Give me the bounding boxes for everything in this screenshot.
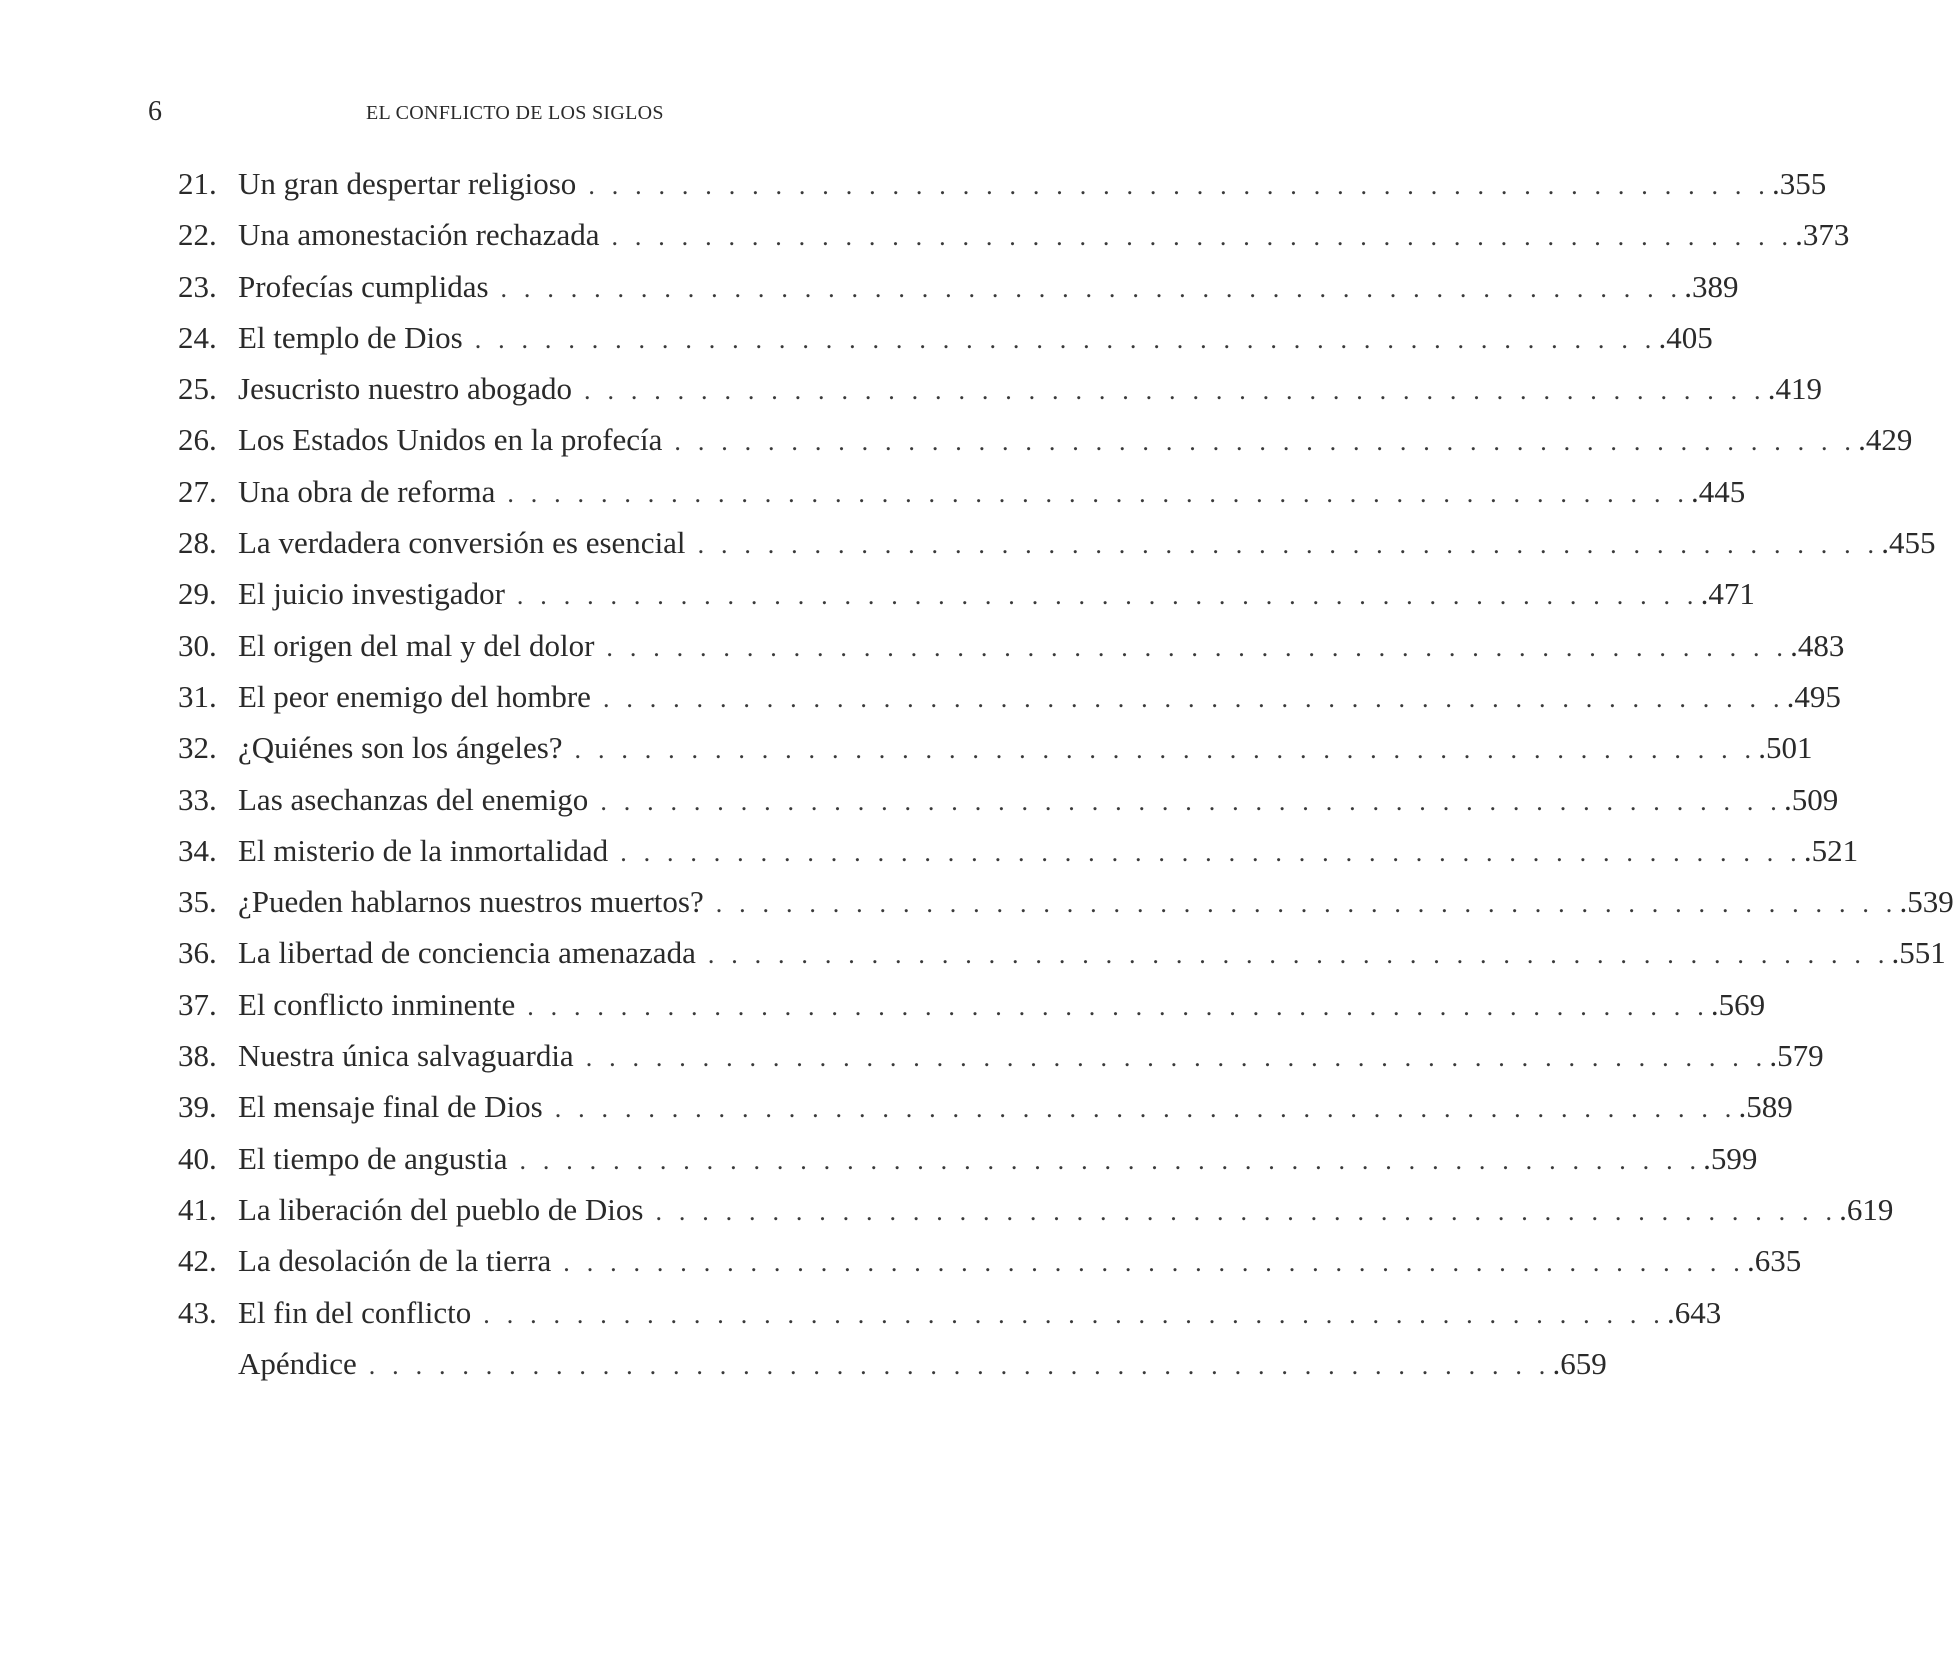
- toc-entry: [178, 312, 1713, 363]
- toc-entry: [178, 209, 1850, 260]
- toc-entry: [178, 414, 1913, 465]
- entry-number: 21.: [178, 166, 217, 201]
- dot-leader: . . . . . . . . . . . . . . . . . . . . . . . . . . . . . . . . . . . . . . . . . . . . . . . . . . .: [655, 1196, 1838, 1226]
- dot-leader: . . . . . . . . . . . . . . . . . . . . . . . . . . . . . . . . . . . . . . . . . . . . . . . . . . .: [707, 940, 1890, 970]
- dot-leader: . . . . . . . . . . . . . . . . . . . . . . . . . . . . . . . . . . . . . . . . . . . . . . . . . . .: [574, 735, 1757, 765]
- toc-entry: [178, 825, 1859, 876]
- entry-page: .495: [1786, 678, 1841, 714]
- dot-leader: . . . . . . . . . . . . . . . . . . . . . . . . . . . . . . . . . . . . . . . . . . . . . . . . . . .: [554, 1094, 1737, 1124]
- toc-entry: [178, 927, 1946, 978]
- entry-page: .643: [1667, 1294, 1722, 1330]
- entry-title: La libertad de conciencia amenazada: [238, 935, 696, 971]
- entry-number: 25.: [178, 371, 217, 407]
- entry-page: .539: [1899, 884, 1954, 920]
- entry-page: .355: [1772, 166, 1827, 201]
- entry-title: Apéndice: [238, 1345, 357, 1381]
- toc-entry: [178, 1338, 1607, 1389]
- entry-page: .551: [1891, 935, 1946, 971]
- entry-title: El juicio investigador: [238, 576, 505, 612]
- entry-page: .501: [1758, 730, 1813, 766]
- entry-number: 24.: [178, 319, 217, 355]
- toc-entry: [178, 722, 1813, 773]
- dot-leader: . . . . . . . . . . . . . . . . . . . . . . . . . . . . . . . . . . . . . . . . . . . . . . . . . . .: [474, 324, 1657, 354]
- entry-number: 29.: [178, 576, 217, 612]
- entry-title: La desolación de la tierra: [238, 1243, 552, 1279]
- dot-leader: . . . . . . . . . . . . . . . . . . . . . . . . . . . . . . . . . . . . . . . . . . . . . . . . . . .: [368, 1350, 1551, 1380]
- dot-leader: . . . . . . . . . . . . . . . . . . . . . . . . . . . . . . . . . . . . . . . . . . . . . . . . . . .: [585, 1043, 1768, 1073]
- entry-title: Nuestra única salvaguardia: [238, 1038, 574, 1074]
- dot-leader: . . . . . . . . . . . . . . . . . . . . . . . . . . . . . . . . . . . . . . . . . . . . . . . . . . .: [516, 581, 1699, 611]
- toc-entry: [178, 261, 1739, 312]
- dot-leader: . . . . . . . . . . . . . . . . . . . . . . . . . . . . . . . . . . . . . . . . . . . . . . . . . . .: [563, 1248, 1745, 1278]
- entry-page: .579: [1769, 1038, 1824, 1074]
- entry-number: 35.: [178, 884, 217, 920]
- dot-leader: . . . . . . . . . . . . . . . . . . . . . . . . . . . . . . . . . . . . . . . . . . . . . . . . . . .: [674, 427, 1857, 457]
- entry-title: El fin del conflicto: [238, 1294, 472, 1330]
- table-of-contents: [178, 158, 1954, 1389]
- entry-title: El mensaje final de Dios: [238, 1089, 543, 1125]
- dot-leader: . . . . . . . . . . . . . . . . . . . . . . . . . . . . . . . . . . . . . . . . . . . . . . . . . . .: [697, 530, 1880, 560]
- toc-entry: [178, 1287, 1722, 1338]
- toc-entry: [178, 1133, 1758, 1184]
- toc-entry: [178, 979, 1766, 1030]
- entry-title: Los Estados Unidos en la profecía: [238, 422, 663, 458]
- dot-leader: . . . . . . . . . . . . . . . . . . . . . . . . . . . . . . . . . . . . . . . . . . . . . . . . . . .: [715, 889, 1898, 919]
- entry-title: El peor enemigo del hombre: [238, 678, 591, 714]
- entry-number: 26.: [178, 422, 217, 458]
- dot-leader: . . . . . . . . . . . . . . . . . . . . . . . . . . . . . . . . . . . . . . . . . . . . . . . . . . .: [606, 632, 1789, 662]
- toc-entry: [178, 1235, 1802, 1286]
- entry-title: ¿Quiénes son los ángeles?: [238, 730, 563, 766]
- toc-entry: [178, 1081, 1793, 1132]
- entry-number: 23.: [178, 268, 217, 304]
- entry-title: Profecías cumplidas: [238, 268, 489, 304]
- entry-page: .405: [1658, 319, 1713, 355]
- toc-entry: [178, 671, 1841, 722]
- entry-title: La liberación del pueblo de Dios: [238, 1191, 644, 1227]
- entry-number: 34.: [178, 832, 217, 868]
- entry-page: .659: [1552, 1345, 1607, 1381]
- dot-leader: . . . . . . . . . . . . . . . . . . . . . . . . . . . . . . . . . . . . . . . . . . . . . . . . . . .: [519, 1145, 1702, 1175]
- entry-page: .471: [1700, 576, 1755, 612]
- entry-number: 39.: [178, 1089, 217, 1125]
- dot-leader: . . . . . . . . . . . . . . . . . . . . . . . . . . . . . . . . . . . . . . . . . . . . . . . . . . .: [584, 376, 1766, 406]
- running-head: EL CONFLICTO DE LOS SIGLOS: [366, 102, 664, 124]
- entry-page: .455: [1881, 525, 1936, 561]
- toc-entry: [178, 466, 1746, 517]
- entry-number: 22.: [178, 217, 217, 253]
- entry-number: 33.: [178, 781, 217, 817]
- entry-title: Un gran despertar religioso: [238, 166, 577, 201]
- entry-number: 40.: [178, 1140, 217, 1176]
- entry-page: .599: [1703, 1140, 1758, 1176]
- entry-page: .419: [1767, 371, 1822, 407]
- entry-title: Una amonestación rechazada: [238, 217, 600, 253]
- entry-title: Una obra de reforma: [238, 473, 496, 509]
- entry-title: Jesucristo nuestro abogado: [238, 371, 573, 407]
- entry-number: 38.: [178, 1038, 217, 1074]
- dot-leader: . . . . . . . . . . . . . . . . . . . . . . . . . . . . . . . . . . . . . . . . . . . . . . . . . . .: [500, 273, 1683, 303]
- toc-entry: [178, 774, 1839, 825]
- entry-title: El tiempo de angustia: [238, 1140, 508, 1176]
- toc-entry: [178, 568, 1755, 619]
- entry-title: El conflicto inminente: [238, 986, 516, 1022]
- dot-leader: . . . . . . . . . . . . . . . . . . . . . . . . . . . . . . . . . . . . . . . . . . . . . . . . . . .: [611, 222, 1794, 252]
- dot-leader: . . . . . . . . . . . . . . . . . . . . . . . . . . . . . . . . . . . . . . . . . . . . . . . . . . .: [527, 991, 1709, 1021]
- entry-page: .429: [1858, 422, 1913, 458]
- entry-number: 30.: [178, 627, 217, 663]
- dot-leader: . . . . . . . . . . . . . . . . . . . . . . . . . . . . . . . . . . . . . . . . . . . . . . . . . . .: [600, 786, 1783, 816]
- toc-entry: [178, 158, 1827, 209]
- entry-page: .509: [1784, 781, 1839, 817]
- toc-entry: [178, 1030, 1824, 1081]
- toc-entry: [178, 517, 1936, 568]
- entry-number: 36.: [178, 935, 217, 971]
- entry-number: 32.: [178, 730, 217, 766]
- entry-page: .445: [1691, 473, 1746, 509]
- toc-entry: [178, 876, 1954, 927]
- entry-number: 31.: [178, 678, 217, 714]
- entry-title: El misterio de la inmortalidad: [238, 832, 609, 868]
- entry-title: El origen del mal y del dolor: [238, 627, 595, 663]
- entry-page: .483: [1790, 627, 1845, 663]
- toc-entry: [178, 363, 1822, 414]
- entry-number: 37.: [178, 986, 217, 1022]
- entry-page: .635: [1747, 1243, 1802, 1279]
- entry-title: La verdadera conversión es esencial: [238, 525, 686, 561]
- entry-title: ¿Pueden hablarnos nuestros muertos?: [238, 884, 704, 920]
- entry-number: 27.: [178, 473, 217, 509]
- entry-page: .373: [1795, 217, 1850, 253]
- entry-page: .589: [1738, 1089, 1793, 1125]
- entry-number: 28.: [178, 525, 217, 561]
- entry-number: 42.: [178, 1243, 217, 1279]
- entry-title: El templo de Dios: [238, 319, 463, 355]
- entry-page: .619: [1839, 1191, 1894, 1227]
- dot-leader: . . . . . . . . . . . . . . . . . . . . . . . . . . . . . . . . . . . . . . . . . . . . . . . . . . .: [602, 683, 1785, 713]
- dot-leader: . . . . . . . . . . . . . . . . . . . . . . . . . . . . . . . . . . . . . . . . . . . . . . . . . . .: [588, 171, 1771, 200]
- entry-page: .521: [1803, 832, 1859, 868]
- toc-entry: [178, 1184, 1894, 1235]
- dot-leader: . . . . . . . . . . . . . . . . . . . . . . . . . . . . . . . . . . . . . . . . . . . . . . . . . . .: [620, 837, 1802, 867]
- toc-entry: [178, 620, 1845, 671]
- entry-page: .389: [1684, 268, 1739, 304]
- page-number: 6: [148, 96, 162, 127]
- entry-page: .569: [1710, 986, 1766, 1022]
- entry-title: Las asechanzas del enemigo: [238, 781, 589, 817]
- dot-leader: . . . . . . . . . . . . . . . . . . . . . . . . . . . . . . . . . . . . . . . . . . . . . . . . . . .: [483, 1299, 1665, 1329]
- entry-number: 43.: [178, 1294, 217, 1330]
- entry-number: 41.: [178, 1191, 217, 1227]
- dot-leader: . . . . . . . . . . . . . . . . . . . . . . . . . . . . . . . . . . . . . . . . . . . . . . . . . . .: [507, 478, 1690, 508]
